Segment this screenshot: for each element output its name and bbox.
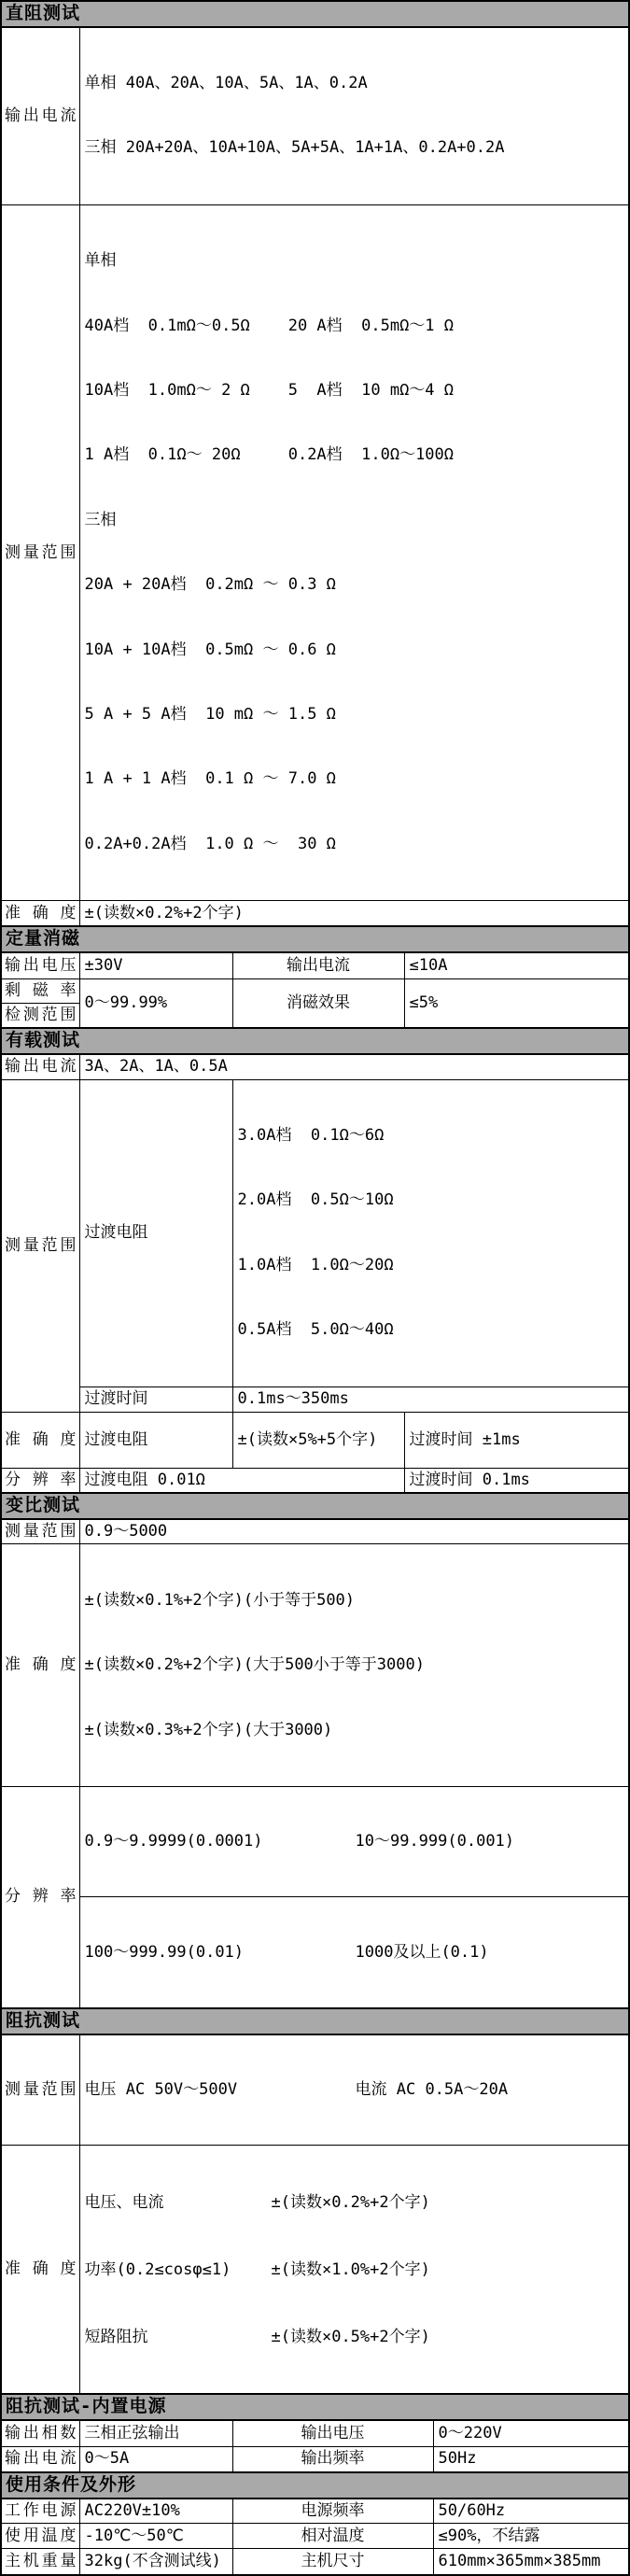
load-accuracy-time-value: 过渡时间 ±1ms	[404, 1412, 629, 1468]
section-header-dc-resistance: 直阻测试	[1, 1, 629, 27]
impedance-accuracy-item-value: ±(读数×1.0%+2个字)	[271, 2259, 430, 2279]
power-output-voltage-label: 输出电压	[232, 2420, 433, 2446]
impedance-range-label: 测量范围	[1, 2034, 79, 2146]
dc-output-current-label: 输出电流	[1, 27, 79, 205]
load-accuracy-resistance-name: 过渡电阻	[79, 1412, 232, 1468]
demag-output-current-value: ≤10A	[404, 952, 629, 979]
ratio-accuracy-line: ±(读数×0.2%+2个字)(大于500小于等于3000)	[84, 1655, 425, 1675]
ratio-range-value: 0.9～5000	[79, 1519, 629, 1544]
impedance-accuracy-item-name: 短路阻抗	[84, 2328, 148, 2347]
ratio-accuracy-value	[79, 1544, 629, 1786]
dc-range-line: 1 A档 0.1Ω～ 20Ω 0.2A档 1.0Ω～100Ω	[84, 445, 455, 465]
load-output-current-label: 输出电流	[1, 1054, 79, 1079]
demag-remanence-range-value: 0～99.99%	[79, 979, 232, 1029]
power-output-phases-label: 输出相数	[1, 2420, 79, 2446]
load-transition-time-label: 过渡时间	[79, 1387, 232, 1412]
section-header-built-in-power: 阻抗测试-内置电源	[1, 2394, 629, 2420]
load-accuracy-label: 准 确 度	[1, 1412, 79, 1468]
cond-power-frequency-label: 电源频率	[232, 2499, 433, 2524]
section-header-conditions-dimensions: 使用条件及外形	[1, 2472, 629, 2499]
ratio-accuracy-label: 准 确 度	[1, 1544, 79, 1786]
dc-range-line: 40A档 0.1mΩ～0.5Ω 20 A档 0.5mΩ～1 Ω	[84, 316, 455, 335]
section-header-demagnetization: 定量消磁	[1, 926, 629, 952]
dc-range-line: 10A + 10A档 0.5mΩ ～ 0.6 Ω	[84, 640, 336, 659]
impedance-accuracy-label: 准 确 度	[1, 2146, 79, 2394]
dc-range-line: 单相	[84, 251, 117, 271]
impedance-range-voltage: 电压 AC 50V～500V	[84, 2080, 238, 2100]
cond-host-size-label: 主机尺寸	[232, 2549, 433, 2575]
load-tr-line: 0.5A档 5.0Ω～40Ω	[237, 1320, 394, 1340]
power-output-current-value: 0～5A	[79, 2446, 232, 2472]
ratio-resolution-range-3: 100～999.99(0.01)	[84, 1942, 245, 1962]
dc-output-current-value	[79, 27, 629, 205]
demag-output-current-label: 输出电流	[232, 952, 404, 979]
impedance-range-value	[79, 2034, 629, 2146]
cond-relative-humidity-value: ≤90%，不结露	[433, 2524, 629, 2549]
load-output-current-value: 3A、2A、1A、0.5A	[79, 1054, 629, 1079]
power-output-current-label: 输出电流	[1, 2446, 79, 2472]
demag-remanence-label-top: 剩 磁 率	[1, 979, 79, 1004]
cond-host-weight-label: 主机重量	[1, 2549, 79, 2575]
section-header-ratio-test: 变比测试	[1, 1493, 629, 1519]
impedance-accuracy-item-value: ±(读数×0.5%+2个字)	[271, 2328, 430, 2347]
load-resolution-time: 过渡时间 0.1ms	[404, 1468, 629, 1493]
cond-operating-temp-value: -10℃～50℃	[79, 2524, 232, 2549]
load-tr-line: 3.0A档 0.1Ω～6Ω	[237, 1125, 385, 1145]
dc-range-line: 20A + 20A档 0.2mΩ ～ 0.3 Ω	[84, 575, 336, 595]
dc-accuracy-value: ±(读数×0.2%+2个字)	[79, 901, 629, 926]
impedance-range-current: 电流 AC 0.5A～20A	[355, 2080, 509, 2100]
impedance-accuracy-row	[85, 2258, 624, 2282]
impedance-accuracy-row	[85, 2190, 624, 2215]
impedance-accuracy-item-name: 功率(0.2≤cosφ≤1)	[84, 2259, 231, 2279]
cond-host-weight-value: 32kg(不含测试线)	[79, 2549, 232, 2575]
dc-accuracy-label: 准 确 度	[1, 901, 79, 926]
ratio-accuracy-line: ±(读数×0.1%+2个字)(小于等于500)	[84, 1590, 356, 1610]
demag-output-voltage-label: 输出电压	[1, 952, 79, 979]
cond-operating-temp-label: 使用温度	[1, 2524, 79, 2549]
dc-range-line: 5 A + 5 A档 10 mΩ ～ 1.5 Ω	[84, 705, 336, 725]
demag-remanence-label-bottom: 检测范围	[1, 1004, 79, 1029]
ratio-resolution-row2	[79, 1897, 629, 2008]
dc-output-current-line-three: 三相 20A+20A、10A+10A、5A+5A、1A+1A、0.2A+0.2A	[84, 138, 505, 158]
dc-range-line: 0.2A+0.2A档 1.0 Ω ～ 30 Ω	[84, 834, 336, 853]
load-transition-time-value: 0.1ms～350ms	[232, 1387, 629, 1412]
load-transition-resistance-value	[232, 1079, 629, 1387]
ratio-resolution-label: 分 辨 率	[1, 1786, 79, 2008]
dc-output-current-line-single: 单相 40A、20A、10A、5A、1A、0.2A	[84, 74, 368, 93]
dc-range-line: 1 A + 1 A档 0.1 Ω ～ 7.0 Ω	[84, 769, 336, 789]
dc-range-line: 三相	[84, 510, 117, 529]
load-resolution-label: 分 辨 率	[1, 1468, 79, 1493]
load-range-label: 测量范围	[1, 1079, 79, 1412]
ratio-resolution-range-1: 0.9～9.9999(0.0001)	[84, 1832, 263, 1851]
section-header-impedance-test: 阻抗测试	[1, 2008, 629, 2034]
cond-power-frequency-value: 50/60Hz	[433, 2499, 629, 2524]
dc-range-label: 测量范围	[1, 204, 79, 900]
impedance-accuracy-value	[79, 2146, 629, 2394]
power-output-frequency-label: 输出频率	[232, 2446, 433, 2472]
ratio-resolution-range-2: 10～99.999(0.001)	[355, 1832, 515, 1851]
cond-host-size-value: 610mm×365mm×385mm	[433, 2549, 629, 2575]
demag-effect-label: 消磁效果	[232, 979, 404, 1029]
impedance-accuracy-item-name: 电压、电流	[84, 2192, 164, 2212]
load-accuracy-resistance-value: ±(读数×5%+5个字)	[232, 1412, 404, 1468]
demag-effect-value: ≤5%	[404, 979, 629, 1029]
impedance-accuracy-row	[85, 2325, 624, 2349]
power-output-phases-value: 三相正弦输出	[79, 2420, 232, 2446]
cond-working-power-label: 工作电源	[1, 2499, 79, 2524]
cond-relative-humidity-label: 相对温度	[232, 2524, 433, 2549]
ratio-accuracy-line: ±(读数×0.3%+2个字)(大于3000)	[84, 1720, 333, 1739]
load-transition-resistance-label: 过渡电阻	[79, 1079, 232, 1387]
power-output-voltage-value: 0～220V	[433, 2420, 629, 2446]
load-tr-line: 1.0A档 1.0Ω～20Ω	[237, 1255, 394, 1274]
dc-range-line: 10A档 1.0mΩ～ 2 Ω 5 A档 10 mΩ～4 Ω	[84, 380, 455, 400]
load-tr-line: 2.0A档 0.5Ω～10Ω	[237, 1190, 394, 1210]
impedance-accuracy-item-value: ±(读数×0.2%+2个字)	[271, 2192, 430, 2212]
ratio-resolution-row1	[79, 1786, 629, 1897]
section-header-on-load-test: 有载测试	[1, 1028, 629, 1054]
load-resolution-resistance: 过渡电阻 0.01Ω	[79, 1468, 404, 1493]
cond-working-power-value: AC220V±10%	[79, 2499, 232, 2524]
power-output-frequency-value: 50Hz	[433, 2446, 629, 2472]
ratio-resolution-range-4: 1000及以上(0.1)	[355, 1942, 489, 1962]
demag-output-voltage-value: ±30V	[79, 952, 232, 979]
ratio-range-label: 测量范围	[1, 1519, 79, 1544]
dc-range-value	[79, 204, 629, 900]
